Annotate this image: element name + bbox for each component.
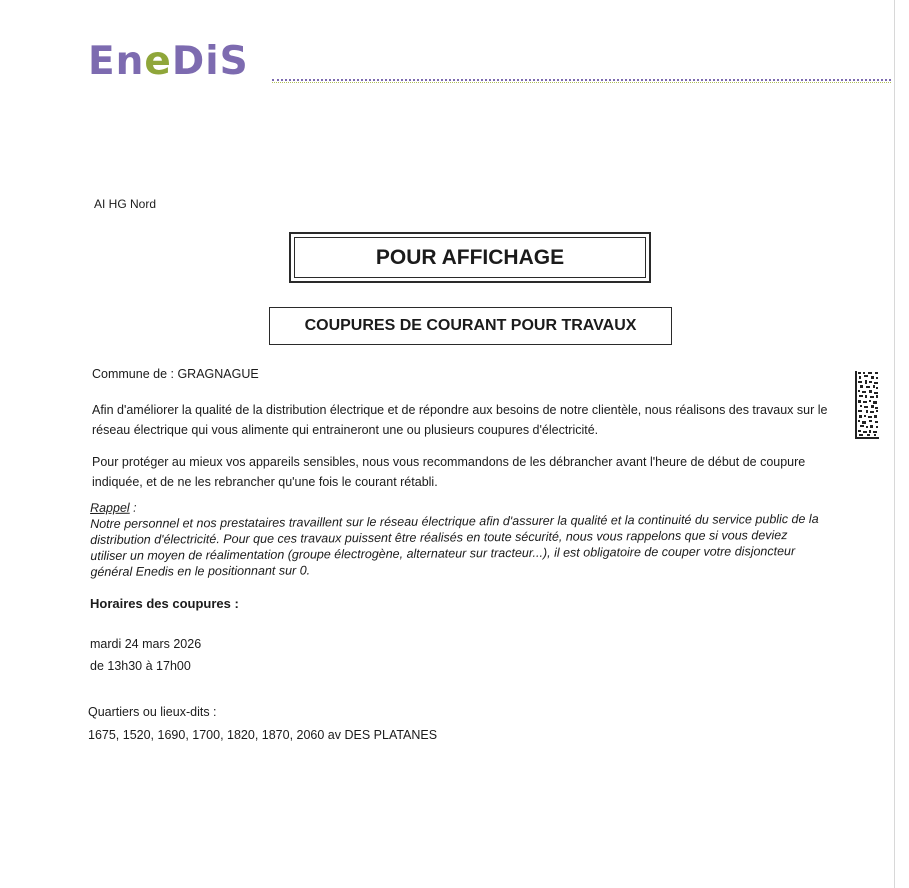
subject-title: COUPURES DE COURANT POUR TRAVAUX — [304, 317, 637, 334]
display-title: POUR AFFICHAGE — [375, 245, 565, 269]
header-rule — [272, 79, 891, 84]
subject-title-box — [269, 307, 672, 345]
rappel-label: Rappel — [90, 500, 130, 515]
logo-text-3: DiS — [171, 39, 249, 84]
commune: Commune de : GRAGNAGUE — [92, 367, 259, 381]
display-title-box — [289, 232, 651, 283]
schedule-heading: Horaires des coupures : — [90, 596, 239, 611]
paragraph-improvement: Afin d'améliorer la qualité de la distribution électrique et de répondre aux besoins de notre clientèle, nous réalisons des travaux sur le réseau électrique qui vous alimente qui entraineront une ou plusieurs coupures d'électricité. — [92, 403, 828, 437]
datamatrix-code — [855, 371, 879, 439]
schedule-hours: de 13h30 à 17h00 — [90, 659, 191, 673]
page-edge — [894, 0, 895, 888]
locations-value: 1675, 1520, 1690, 1700, 1820, 1870, 2060 av DES PLATANES — [88, 728, 438, 742]
enedis-logo — [88, 39, 249, 84]
logo-text-2: e — [144, 39, 172, 84]
paragraph-protection: Pour protéger au mieux vos appareils sensibles, nous vous recommandons de les débrancher avant l'heure de début de coupure indiquée, et de ne les rebrancher qu'une fois le courant rétabli. — [92, 455, 806, 489]
rappel-block: Rappel : Notre personnel et nos prestataires travaillent sur le réseau électrique afin d'assurer la qualité et la continuité du service public de la distribution d'électricité. Pour que ces travaux puissent être réalisés en toute sécurité, nous vous rappelons que si vous deviez utiliser un moyen de réalimentation (groupe électrogène, alternateur sur tracteur...), il est obligatoire de couper votre disjoncteur général Enedis en le positionnant sur 0. — [90, 495, 826, 580]
schedule-date: mardi 24 mars 2026 — [90, 637, 202, 651]
logo-text-1: En — [88, 39, 145, 84]
sender: AI HG Nord — [94, 197, 157, 211]
locations-label: Quartiers ou lieux-dits : — [88, 705, 217, 719]
rappel-text: Notre personnel et nos prestataires travaillent sur le réseau électrique afin d'assurer la qualité et la continuité du service public de la distribution d'électricité. Pour que ces travaux puissent être réalisés en toute sécurité, nous vous rappelons que si vous deviez utiliser un moyen de réalimentation (groupe électrogène, alternateur sur tracteur...), il est obligatoire de couper votre disjoncteur général Enedis en le positionnant sur 0. — [90, 511, 819, 579]
